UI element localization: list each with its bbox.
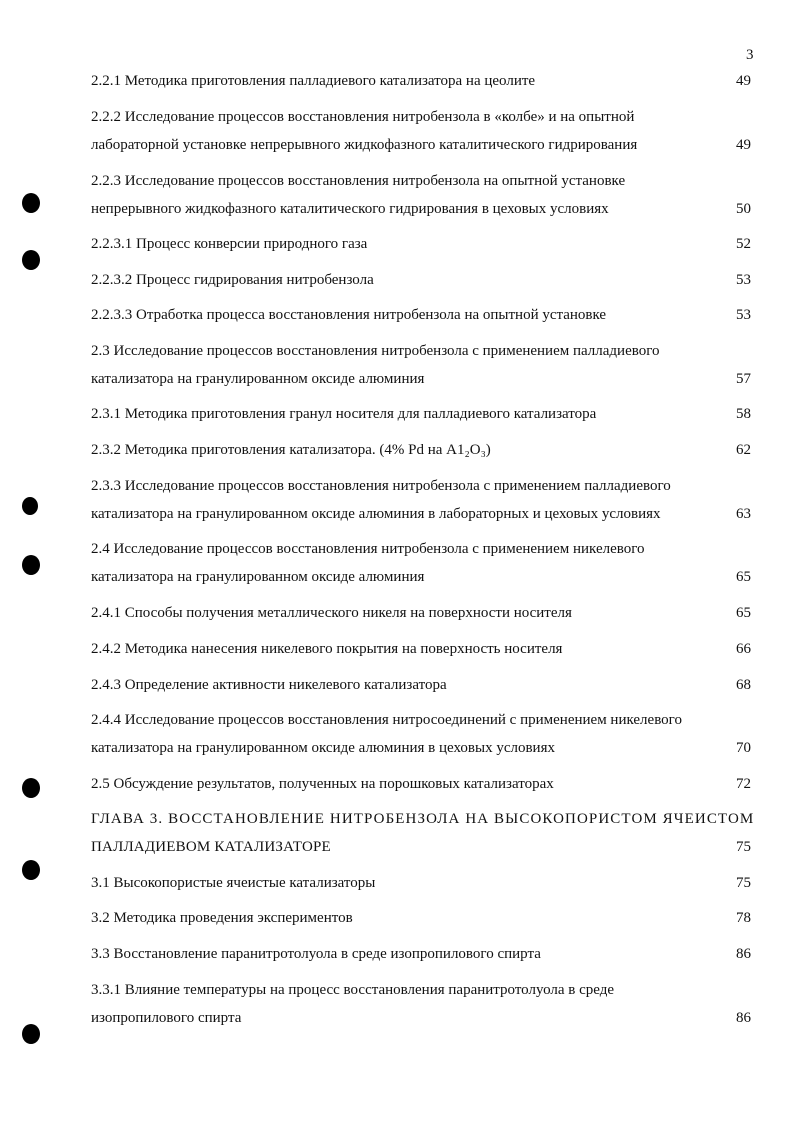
toc-entry-page: 50 bbox=[736, 201, 751, 217]
toc-entry-2-2-3 bbox=[91, 167, 757, 223]
toc-entry-chapter-3 bbox=[91, 805, 757, 861]
toc-entry-2-4-1 bbox=[91, 599, 757, 627]
toc-entry-3-2 bbox=[91, 904, 757, 932]
toc-entry-text: 2.2.3.1 Процесс конверсии природного газа bbox=[91, 236, 368, 252]
page-number: 3 bbox=[746, 47, 754, 63]
toc-entry-text: 2.4.2 Методика нанесения никелевого покрытия на поверхность носителя bbox=[91, 641, 563, 657]
toc-entry-text: катализатора на гранулированном оксиде алюминия bbox=[91, 569, 425, 585]
toc-entry-text: 3.2 Методика проведения экспериментов bbox=[91, 910, 353, 926]
toc-entry-text: 2.2.2 Исследование процессов восстановления нитробензола в «колбе» и на опытной bbox=[91, 109, 635, 125]
toc-entry-2-2-3-3 bbox=[91, 301, 757, 329]
toc-entry-page: 66 bbox=[736, 641, 751, 657]
toc-entry-2-3 bbox=[91, 337, 757, 393]
toc-entry-text: 3.3 Восстановление паранитротолуола в среде изопропилового спирта bbox=[91, 946, 541, 962]
toc-entry-2-3-3 bbox=[91, 472, 757, 528]
toc-entry-page: 58 bbox=[736, 406, 751, 422]
toc-entry-text: 3.1 Высокопористые ячеистые катализаторы bbox=[91, 875, 376, 891]
binder-hole bbox=[22, 497, 38, 515]
toc-entry-page: 49 bbox=[736, 137, 751, 153]
toc-entry-text: 2.4.4 Исследование процессов восстановления нитросоединений с применением никелевого bbox=[91, 712, 682, 728]
toc-entry-page: 49 bbox=[736, 73, 751, 89]
toc-entry-page: 52 bbox=[736, 236, 751, 252]
toc-entry-text: 3.3.1 Влияние температуры на процесс восстановления паранитротолуола в среде bbox=[91, 982, 615, 998]
toc-entry-text: непрерывного жидкофазного каталитического гидрирования в цеховых условиях bbox=[91, 201, 609, 217]
toc-entry-page: 86 bbox=[736, 946, 751, 962]
toc-entry-page: 65 bbox=[736, 605, 751, 621]
toc-entry-page: 72 bbox=[736, 776, 751, 792]
toc-entry-text: ПАЛЛАДИЕВОМ КАТАЛИЗАТОРЕ bbox=[91, 839, 331, 855]
binder-hole bbox=[22, 1024, 40, 1044]
binder-hole bbox=[22, 860, 40, 880]
toc-entry-text: 2.2.3 Исследование процессов восстановления нитробензола на опытной установке bbox=[91, 173, 626, 189]
toc-entry-text: 2.4 Исследование процессов восстановления нитробензола с применением никелевого bbox=[91, 541, 645, 557]
toc-entry-text: 2.4.1 Способы получения металлического никеля на поверхности носителя bbox=[91, 605, 572, 621]
toc-entry-text: ГЛАВА 3. ВОССТАНОВЛЕНИЕ НИТРОБЕНЗОЛА НА ВЫСОКОПОРИСТОМ ЯЧЕИСТОМ bbox=[91, 811, 755, 827]
binder-hole bbox=[22, 555, 40, 575]
binder-hole bbox=[22, 250, 40, 270]
toc-entry-2-5 bbox=[91, 770, 757, 798]
toc-entry-2-2-1 bbox=[91, 67, 757, 95]
toc-entry-text: 2.3.3 Исследование процессов восстановления нитробензола с применением палладиевого bbox=[91, 478, 671, 494]
toc-entry-text: 2.2.1 Методика приготовления палладиевого катализатора на цеолите bbox=[91, 73, 536, 89]
toc-entry-text: 2.4.3 Определение активности никелевого катализатора bbox=[91, 677, 447, 693]
toc-entry-text: 2.3.2 Методика приготовления катализатора. (4% Pd на A1₂O₃) bbox=[91, 442, 491, 458]
toc-entry-page: 86 bbox=[736, 1010, 751, 1026]
toc-entry-3-1 bbox=[91, 869, 757, 897]
toc-entry-2-3-2 bbox=[91, 436, 757, 464]
toc-entry-page: 78 bbox=[736, 910, 751, 926]
binder-hole bbox=[22, 778, 40, 798]
toc-entry-2-2-2 bbox=[91, 103, 757, 159]
toc-entry-2-2-3-2 bbox=[91, 266, 757, 294]
toc-entry-page: 75 bbox=[736, 839, 751, 855]
toc-entry-text: 2.2.3.2 Процесс гидрирования нитробензола bbox=[91, 272, 374, 288]
toc-entry-page: 53 bbox=[736, 307, 751, 323]
toc-entry-2-2-3-1 bbox=[91, 230, 757, 258]
toc-entry-text: 2.3 Исследование процессов восстановления нитробензола с применением палладиевого bbox=[91, 343, 660, 359]
toc-entry-2-3-1 bbox=[91, 400, 757, 428]
toc-entry-text: 2.5 Обсуждение результатов, полученных на порошковых катализаторах bbox=[91, 776, 554, 792]
toc-entry-text: лабораторной установке непрерывного жидкофазного каталитического гидрирования bbox=[91, 137, 638, 153]
toc-entry-3-3-1 bbox=[91, 976, 757, 1032]
toc-entry-page: 53 bbox=[736, 272, 751, 288]
toc-entry-2-4-4 bbox=[91, 706, 757, 762]
toc-entry-page: 62 bbox=[736, 442, 751, 458]
toc-entry-text: 2.2.3.3 Отработка процесса восстановления нитробензола на опытной установке bbox=[91, 307, 607, 323]
toc-entry-page: 70 bbox=[736, 740, 751, 756]
toc-entry-text: 2.3.1 Методика приготовления гранул носителя для палладиевого катализатора bbox=[91, 406, 597, 422]
toc-entry-text: изопропилового спирта bbox=[91, 1010, 242, 1026]
toc-entry-2-4-2 bbox=[91, 635, 757, 663]
toc-entry-page: 65 bbox=[736, 569, 751, 585]
toc-entry-2-4-3 bbox=[91, 671, 757, 699]
toc-entry-text: катализатора на гранулированном оксиде алюминия в цеховых условиях bbox=[91, 740, 555, 756]
toc-entry-page: 68 bbox=[736, 677, 751, 693]
toc-entry-3-3 bbox=[91, 940, 757, 968]
toc-entry-page: 75 bbox=[736, 875, 751, 891]
toc-entry-text: катализатора на гранулированном оксиде алюминия в лабораторных и цеховых условиях bbox=[91, 506, 661, 522]
toc-entry-2-4 bbox=[91, 535, 757, 591]
toc-entry-page: 57 bbox=[736, 371, 751, 387]
binder-hole bbox=[22, 193, 40, 213]
toc-entry-text: катализатора на гранулированном оксиде алюминия bbox=[91, 371, 425, 387]
toc-entry-page: 63 bbox=[736, 506, 751, 522]
